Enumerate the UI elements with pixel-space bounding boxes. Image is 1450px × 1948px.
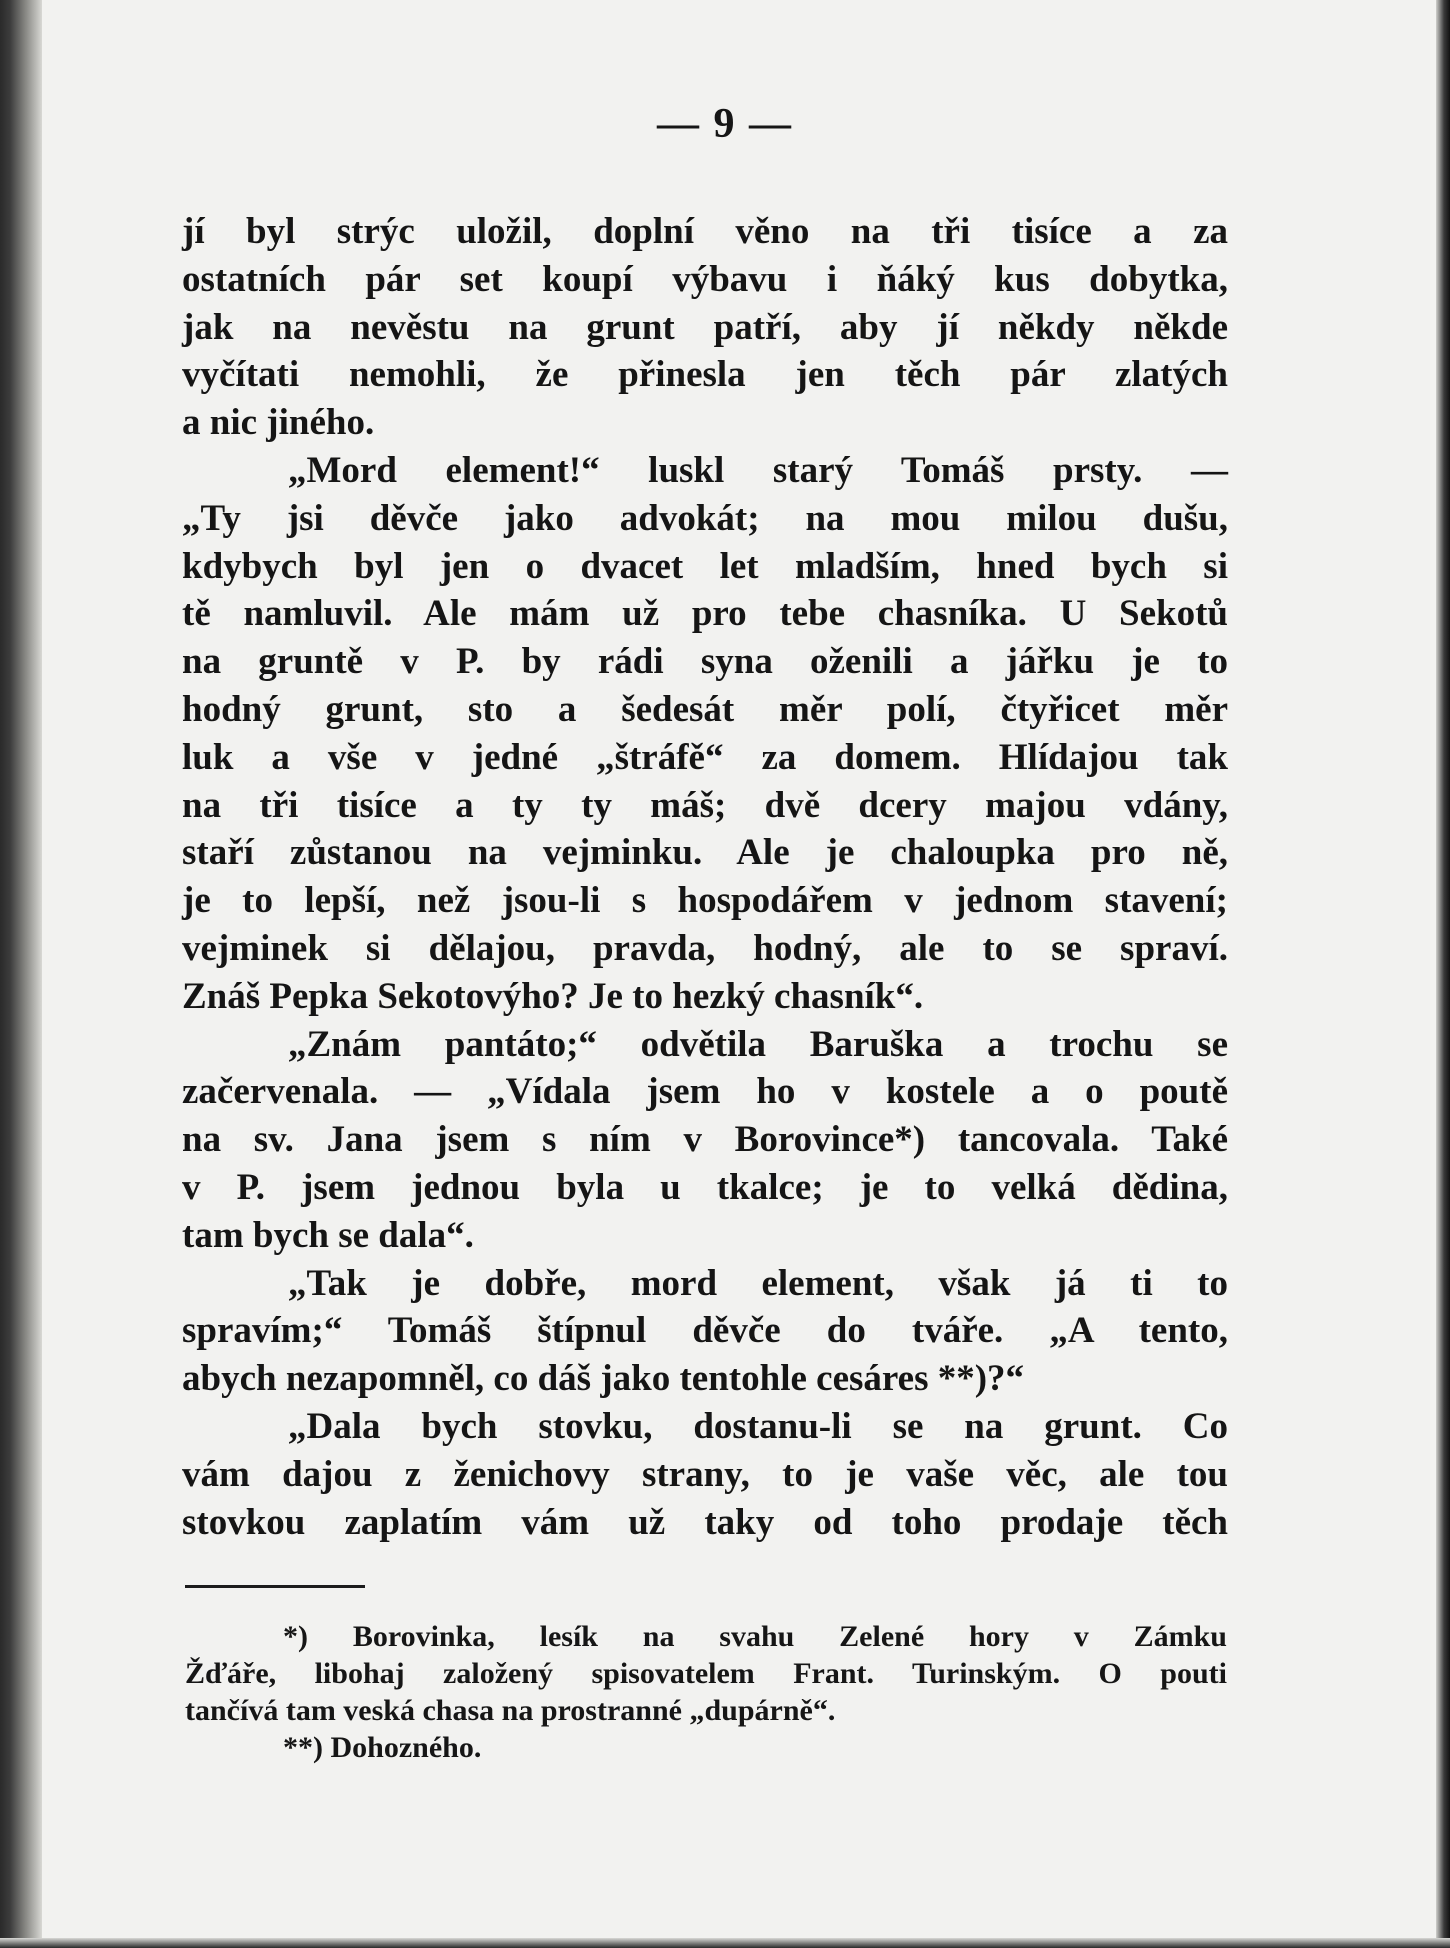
text-line: „Mord element!“ luskl starý Tomáš prsty. — <box>288 449 1228 491</box>
text-line: jak na nevěstu na grunt patří, aby jí někdy někde <box>182 306 1228 348</box>
text-line: tam bych se dala“. <box>182 1214 474 1256</box>
page-right-edge <box>1436 0 1450 1948</box>
text-line: luk a vše v jedné „štráfě“ za domem. Hlídajou tak <box>182 736 1228 778</box>
text-line: vyčítati nemohli, že přinesla jen těch pár zlatých <box>182 354 1228 396</box>
text-line: stovkou zaplatím vám už taky od toho prodaje těch <box>182 1501 1228 1543</box>
footnote-line: tančívá tam veská chasa na prostranné „dupárně“. <box>185 1694 836 1727</box>
text-line: vejminek si dělajou, pravda, hodný, ale to se spraví. <box>182 927 1228 969</box>
text-line: vám dajou z ženichovy strany, to je vaše věc, ale tou <box>182 1453 1228 1495</box>
text-line: „Ty jsi děvče jako advokát; na mou milou dušu, <box>182 497 1228 539</box>
footnotes <box>185 1618 1227 1766</box>
text-line: staří zůstanou na vejminku. Ale je chaloupka pro ně, <box>182 832 1228 874</box>
text-line: na gruntě v P. by rádi syna oženili a jářku je to <box>182 641 1228 683</box>
text-line: spravím;“ Tomáš štípnul děvče do tváře. „A tento, <box>182 1310 1228 1352</box>
text-line: „Tak je dobře, mord element, však já ti to <box>288 1262 1228 1304</box>
text-line: Znáš Pepka Sekotovýho? Je to hezký chasník“. <box>182 975 924 1017</box>
text-line: a nic jiného. <box>182 402 375 444</box>
text-line: ostatních pár set koupí výbavu i ňáký kus dobytka, <box>182 258 1228 300</box>
page-number: — 9 — <box>657 101 793 147</box>
text-line: na sv. Jana jsem s ním v Borovince*) tancovala. Také <box>182 1119 1228 1161</box>
text-line: „Dala bych stovku, dostanu-li se na grunt. Co <box>288 1405 1228 1447</box>
text-line: je to lepší, než jsou-li s hospodářem v jednom stavení; <box>182 880 1228 922</box>
footnote-divider <box>185 1585 365 1588</box>
footnote-line: *) Borovinka, lesík na svahu Zelené hory v Zámku <box>283 1620 1227 1653</box>
text-line: začervenala. — „Vídala jsem ho v kostele a o poutě <box>182 1071 1228 1113</box>
text-line: hodný grunt, sto a šedesát měr polí, čtyřicet měr <box>182 688 1228 730</box>
text-line: tě namluvil. Ale mám už pro tebe chasníka. U Sekotů <box>182 593 1228 635</box>
text-line: „Znám pantáto;“ odvětila Baruška a trochu se <box>288 1023 1228 1065</box>
page-bottom-edge <box>0 1938 1450 1948</box>
footnote-line: Žďáře, libohaj založený spisovatelem Frant. Turinským. O pouti <box>185 1657 1227 1690</box>
text-line: v P. jsem jednou byla u tkalce; je to velká dědina, <box>182 1166 1228 1208</box>
text-line: na tři tisíce a ty ty máš; dvě dcery majou vdány, <box>182 784 1228 826</box>
text-line: kdybych byl jen o dvacet let mladším, hned bych si <box>182 545 1228 587</box>
page-binding-edge <box>0 0 42 1948</box>
footnote-line: **) Dohozného. <box>283 1731 482 1764</box>
body-text <box>182 208 1228 1546</box>
text-line: abych nezapomněl, co dáš jako tentohle cesáres **)?“ <box>182 1358 1025 1400</box>
text-line: jí byl strýc uložil, doplní věno na tři tisíce a za <box>182 211 1228 252</box>
